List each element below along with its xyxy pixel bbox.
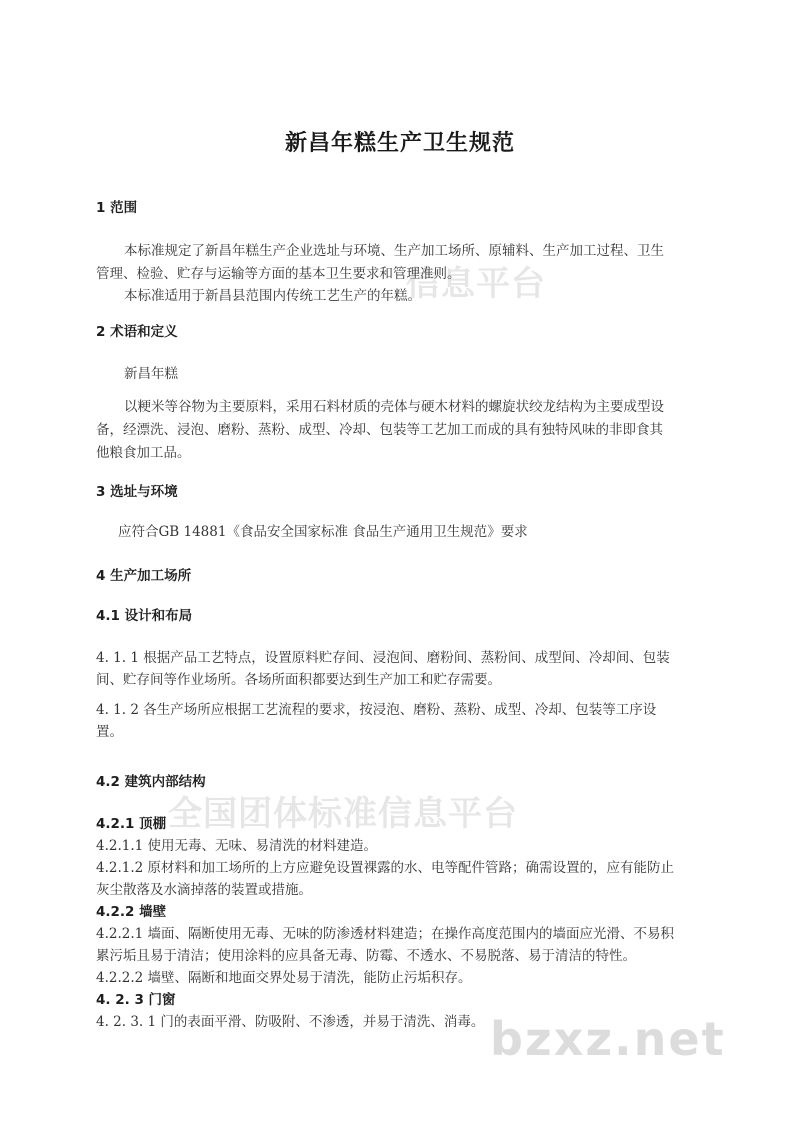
clause-4-2-2-1-line-1: 4.2.2.1 墙面、隔断使用无毒、无味的防渗透材料建造；在操作高度范围内的墙面应光滑、不易积 [96,926,675,942]
clause-4-2-2-1-line-2: 累污垢且易于清洁；使用涂料的应具备无毒、防霉、不透水、不易脱落、易于清洁的特性。 [96,948,636,964]
definition-line-3: 他粮食加工品。 [96,445,191,461]
term-name: 新昌年糕 [124,366,178,382]
definition-line-2: 备，经漂洗、浸泡、磨粉、蒸粉、成型、冷却、包装等工艺加工而成的具有独特风味的非即食其 [96,422,663,438]
clause-4-2-2-2: 4.2.2.2 墙壁、隔断和地面交界处易于清洗，能防止污垢积存。 [96,970,472,986]
section-1-para-2: 本标准适用于新昌县范围内传统工艺生产的年糕。 [124,288,421,304]
clause-4-1-2-line-2: 置。 [96,724,123,740]
section-1-heading: 1 范围 [96,200,138,216]
section-2-heading: 2 术语和定义 [96,324,178,340]
clause-4-1-2-line-1: 4. 1. 2 各生产场所应根据工艺流程的要求，按浸泡、磨粉、蒸粉、成型、冷却、包装等工序设 [96,702,657,718]
section-1-para-1-line-2: 管理、检验、贮存与运输等方面的基本卫生要求和管理准则。 [96,266,461,282]
section-4-2-heading: 4.2 建筑内部结构 [96,774,206,790]
watermark-top: 信息平台 [406,264,546,304]
clause-4-2-1-2-line-2: 灰尘散落及水滴掉落的装置或措施。 [96,882,312,898]
section-3-heading: 3 选址与环境 [96,484,178,500]
clause-4-2-3-1: 4. 2. 3. 1 门的表面平滑、防吸附、不渗透，并易于清洗、消毒。 [96,1014,485,1030]
definition-line-1: 以粳米等谷物为主要原料，采用石料材质的壳体与硬木材料的螺旋状绞龙结构为主要成型设 [124,399,664,415]
section-3-para: 应符合GB 14881《食品安全国家标准 食品生产通用卫生规范》要求 [118,524,528,540]
section-4-heading: 4 生产加工场所 [96,568,192,584]
clause-4-1-1-line-2: 间、贮存间等作业场所。各场所面积都要达到生产加工和贮存需要。 [96,672,501,688]
clause-4-2-1-2-line-1: 4.2.1.2 原材料和加工场所的上方应避免设置裸露的水、电等配件管路；确需设置的，应有能防止 [96,860,675,876]
clause-4-1-1-line-1: 4. 1. 1 根据产品工艺特点，设置原料贮存间、浸泡间、磨粉间、蒸粉间、成型间、冷却间、包装 [96,650,670,666]
document-title: 新昌年糕生产卫生规范 [284,131,515,156]
section-4-2-3-heading: 4. 2. 3 门窗 [96,992,176,1008]
section-4-1-heading: 4.1 设计和布局 [96,608,193,624]
section-4-2-1-heading: 4.2.1 顶棚 [96,816,167,832]
section-4-2-2-heading: 4.2.2 墙壁 [96,904,167,920]
watermark-bottom: bzxz.net [490,1012,726,1066]
watermark-middle: 全国团体标准信息平台 [168,794,518,834]
section-1-para-1-line-1: 本标准规定了新昌年糕生产企业选址与环境、生产加工场所、原辅料、生产加工过程、卫生 [124,243,664,259]
clause-4-2-1-1: 4.2.1.1 使用无毒、无味、易清洗的材料建造。 [96,838,378,854]
